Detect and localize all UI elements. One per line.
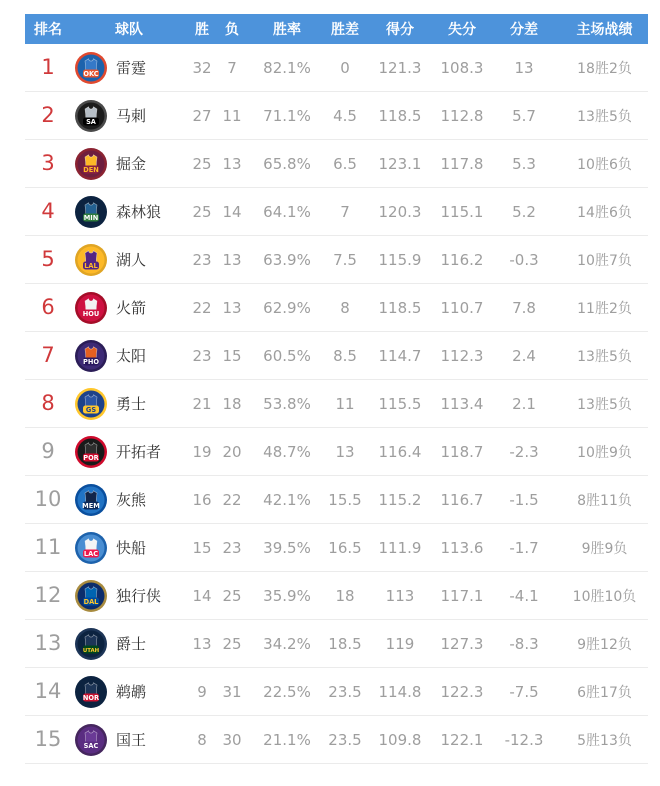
games-behind-value: 7.5 <box>333 250 357 269</box>
losses-value: 13 <box>222 250 242 269</box>
points-against-value: 116.2 <box>440 250 484 269</box>
rank-value: 1 <box>41 55 55 79</box>
team-cell <box>71 196 187 228</box>
team-cell <box>71 724 187 756</box>
point-diff-value: -4.1 <box>509 586 539 605</box>
points-for-value: 111.9 <box>378 538 422 557</box>
games-behind-value: 23.5 <box>328 682 362 701</box>
wins-value: 22 <box>192 298 212 317</box>
wins-value: 14 <box>192 586 212 605</box>
winrate-value: 34.2% <box>263 634 311 653</box>
games-behind-value: 4.5 <box>333 106 357 125</box>
points-for-value: 114.7 <box>378 346 422 365</box>
column-header-rank: 排名 <box>34 22 62 38</box>
home-record-value: 18胜2负 <box>577 60 632 77</box>
points-against-value: 122.1 <box>440 730 484 749</box>
wins-value: 19 <box>192 442 212 461</box>
team-name: 爵士 <box>116 635 147 653</box>
points-for-value: 118.5 <box>378 106 422 125</box>
svg-text:OKC: OKC <box>83 69 99 78</box>
losses-value: 20 <box>222 442 242 461</box>
svg-text:MEM: MEM <box>82 501 100 510</box>
svg-text:HOU: HOU <box>82 309 100 318</box>
home-record-value: 13胜5负 <box>577 396 632 413</box>
team-logo-icon <box>75 388 107 420</box>
team-cell <box>71 436 187 468</box>
team-cell <box>71 244 187 276</box>
team-cell <box>71 532 187 564</box>
team-cell <box>71 52 187 84</box>
home-record-value: 8胜11负 <box>577 492 632 509</box>
point-diff-value: -1.7 <box>509 538 539 557</box>
winrate-value: 48.7% <box>263 442 311 461</box>
team-name: 湖人 <box>116 251 147 269</box>
losses-value: 15 <box>222 346 242 365</box>
table-row[interactable] <box>25 716 648 764</box>
team-logo-icon <box>75 724 107 756</box>
losses-value: 14 <box>222 202 242 221</box>
team-logo-icon <box>75 436 107 468</box>
winrate-value: 39.5% <box>263 538 311 557</box>
winrate-value: 60.5% <box>263 346 311 365</box>
column-header-homerecord: 主场战绩 <box>576 22 633 38</box>
point-diff-value: 13 <box>514 58 534 77</box>
point-diff-value: -0.3 <box>509 250 539 269</box>
svg-text:SA: SA <box>86 117 96 126</box>
points-against-value: 127.3 <box>440 634 484 653</box>
points-for-value: 123.1 <box>378 154 422 173</box>
svg-text:SAC: SAC <box>83 741 99 750</box>
team-logo-icon <box>75 628 107 660</box>
team-logo-icon <box>75 196 107 228</box>
winrate-value: 62.9% <box>263 298 311 317</box>
points-against-value: 108.3 <box>440 58 484 77</box>
team-cell <box>71 388 187 420</box>
wins-value: 25 <box>192 154 212 173</box>
team-logo-icon <box>75 244 107 276</box>
games-behind-value: 13 <box>335 442 355 461</box>
losses-value: 18 <box>222 394 242 413</box>
points-for-value: 109.8 <box>378 730 422 749</box>
games-behind-value: 8 <box>340 298 350 317</box>
points-for-value: 120.3 <box>378 202 422 221</box>
point-diff-value: 2.1 <box>512 394 536 413</box>
wins-value: 23 <box>192 346 212 365</box>
losses-value: 23 <box>222 538 242 557</box>
svg-text:DAL: DAL <box>83 597 99 606</box>
standings-table <box>25 14 648 764</box>
point-diff-value: -8.3 <box>509 634 539 653</box>
games-behind-value: 11 <box>335 394 355 413</box>
rank-value: 13 <box>34 631 62 655</box>
home-record-value: 10胜9负 <box>577 444 632 461</box>
table-row[interactable] <box>25 140 648 188</box>
point-diff-value: -2.3 <box>509 442 539 461</box>
team-name: 鹈鹕 <box>116 683 147 701</box>
table-row[interactable] <box>25 332 648 380</box>
point-diff-value: 5.2 <box>512 202 536 221</box>
winrate-value: 63.9% <box>263 250 311 269</box>
table-row[interactable] <box>25 620 648 668</box>
point-diff-value: -7.5 <box>509 682 539 701</box>
rank-value: 3 <box>41 151 55 175</box>
team-cell <box>71 340 187 372</box>
points-against-value: 115.1 <box>440 202 484 221</box>
team-cell <box>71 484 187 516</box>
games-behind-value: 6.5 <box>333 154 357 173</box>
table-row[interactable] <box>25 44 648 92</box>
points-against-value: 118.7 <box>440 442 484 461</box>
points-against-value: 122.3 <box>440 682 484 701</box>
points-for-value: 114.8 <box>378 682 422 701</box>
home-record-value: 5胜13负 <box>577 732 632 749</box>
winrate-value: 65.8% <box>263 154 311 173</box>
svg-text:NOR: NOR <box>82 693 100 702</box>
rank-value: 10 <box>34 487 62 511</box>
wins-value: 8 <box>197 730 207 749</box>
winrate-value: 22.5% <box>263 682 311 701</box>
home-record-value: 13胜5负 <box>577 108 632 125</box>
home-record-value: 10胜7负 <box>577 252 632 269</box>
column-header-losses: 负 <box>225 22 239 38</box>
points-for-value: 115.9 <box>378 250 422 269</box>
point-diff-value: 5.3 <box>512 154 536 173</box>
column-header-gamesbehind: 胜差 <box>331 22 359 38</box>
rank-value: 14 <box>34 679 62 703</box>
team-logo-icon <box>75 100 107 132</box>
column-header-team: 球队 <box>115 22 143 38</box>
svg-text:GS: GS <box>85 405 97 414</box>
points-against-value: 113.6 <box>440 538 484 557</box>
home-record-value: 13胜5负 <box>577 348 632 365</box>
rank-value: 7 <box>41 343 55 367</box>
wins-value: 13 <box>192 634 212 653</box>
home-record-value: 9胜9负 <box>581 540 628 557</box>
svg-text:POR: POR <box>83 453 99 462</box>
table-row[interactable] <box>25 380 648 428</box>
points-for-value: 119 <box>385 634 415 653</box>
losses-value: 31 <box>222 682 242 701</box>
column-header-wins: 胜 <box>195 22 209 38</box>
team-name: 太阳 <box>116 347 147 365</box>
rank-value: 6 <box>41 295 55 319</box>
table-row[interactable] <box>25 92 648 140</box>
team-cell <box>71 676 187 708</box>
point-diff-value: 5.7 <box>512 106 536 125</box>
table-row[interactable] <box>25 572 648 620</box>
points-against-value: 113.4 <box>440 394 484 413</box>
winrate-value: 71.1% <box>263 106 311 125</box>
rank-value: 9 <box>41 439 55 463</box>
rank-value: 15 <box>34 727 62 751</box>
rank-value: 12 <box>34 583 62 607</box>
team-logo-icon <box>75 532 107 564</box>
rank-value: 2 <box>41 103 55 127</box>
table-row[interactable] <box>25 188 648 236</box>
points-against-value: 112.8 <box>440 106 484 125</box>
point-diff-value: -1.5 <box>509 490 539 509</box>
points-for-value: 113 <box>385 586 415 605</box>
column-header-pointsfor: 得分 <box>386 22 414 38</box>
team-name: 森林狼 <box>116 203 162 221</box>
points-against-value: 112.3 <box>440 346 484 365</box>
svg-text:UTAH: UTAH <box>82 647 100 654</box>
points-against-value: 116.7 <box>440 490 484 509</box>
column-header-winrate: 胜率 <box>273 22 301 38</box>
table-row[interactable] <box>25 236 648 284</box>
svg-text:MIN: MIN <box>83 213 99 222</box>
wins-value: 27 <box>192 106 212 125</box>
point-diff-value: 7.8 <box>512 298 536 317</box>
winrate-value: 21.1% <box>263 730 311 749</box>
losses-value: 30 <box>222 730 242 749</box>
home-record-value: 10胜6负 <box>577 156 632 173</box>
table-row[interactable] <box>25 524 648 572</box>
games-behind-value: 18 <box>335 586 355 605</box>
team-name: 雷霆 <box>116 59 147 77</box>
svg-text:DEN: DEN <box>83 165 99 174</box>
rank-value: 8 <box>41 391 55 415</box>
team-logo-icon <box>75 292 107 324</box>
winrate-value: 82.1% <box>263 58 311 77</box>
points-for-value: 115.2 <box>378 490 422 509</box>
losses-value: 25 <box>222 586 242 605</box>
home-record-value: 6胜17负 <box>577 684 632 701</box>
team-name: 马刺 <box>116 107 147 125</box>
losses-value: 25 <box>222 634 242 653</box>
losses-value: 22 <box>222 490 242 509</box>
winrate-value: 53.8% <box>263 394 311 413</box>
wins-value: 23 <box>192 250 212 269</box>
points-for-value: 116.4 <box>378 442 422 461</box>
team-name: 独行侠 <box>116 587 162 605</box>
wins-value: 32 <box>192 58 212 77</box>
games-behind-value: 0 <box>340 58 350 77</box>
home-record-value: 14胜6负 <box>577 204 632 221</box>
home-record-value: 9胜12负 <box>577 636 632 653</box>
team-cell <box>71 100 187 132</box>
losses-value: 11 <box>222 106 242 125</box>
team-logo-icon <box>75 340 107 372</box>
table-row[interactable] <box>25 284 648 332</box>
team-logo-icon <box>75 148 107 180</box>
column-header-pointdiff: 分差 <box>510 22 538 38</box>
svg-text:LAL: LAL <box>84 261 98 270</box>
winrate-value: 64.1% <box>263 202 311 221</box>
point-diff-value: -12.3 <box>504 730 544 749</box>
wins-value: 16 <box>192 490 212 509</box>
team-cell <box>71 148 187 180</box>
table-header <box>25 14 648 44</box>
games-behind-value: 18.5 <box>328 634 362 653</box>
rank-value: 5 <box>41 247 55 271</box>
games-behind-value: 7 <box>340 202 350 221</box>
team-name: 勇士 <box>116 395 147 413</box>
team-logo-icon <box>75 580 107 612</box>
team-cell <box>71 628 187 660</box>
team-name: 掘金 <box>116 155 147 173</box>
table-row[interactable] <box>25 476 648 524</box>
rank-value: 11 <box>34 535 62 559</box>
svg-text:LAC: LAC <box>83 549 99 558</box>
losses-value: 13 <box>222 154 242 173</box>
games-behind-value: 8.5 <box>333 346 357 365</box>
team-logo-icon <box>75 52 107 84</box>
points-for-value: 115.5 <box>378 394 422 413</box>
games-behind-value: 15.5 <box>328 490 362 509</box>
wins-value: 9 <box>197 682 207 701</box>
point-diff-value: 2.4 <box>512 346 536 365</box>
standings-body <box>25 44 648 764</box>
winrate-value: 42.1% <box>263 490 311 509</box>
games-behind-value: 23.5 <box>328 730 362 749</box>
table-row[interactable] <box>25 428 648 476</box>
svg-text:PHO: PHO <box>83 357 99 366</box>
team-name: 灰熊 <box>116 491 147 509</box>
home-record-value: 10胜10负 <box>572 588 637 605</box>
team-logo-icon <box>75 676 107 708</box>
team-logo-icon <box>75 484 107 516</box>
team-cell <box>71 580 187 612</box>
team-name: 开拓者 <box>116 443 162 461</box>
points-against-value: 117.1 <box>440 586 484 605</box>
games-behind-value: 16.5 <box>328 538 362 557</box>
points-against-value: 110.7 <box>440 298 484 317</box>
team-name: 国王 <box>116 731 147 749</box>
points-for-value: 121.3 <box>378 58 422 77</box>
wins-value: 25 <box>192 202 212 221</box>
team-name: 火箭 <box>116 299 147 317</box>
wins-value: 21 <box>192 394 212 413</box>
losses-value: 7 <box>227 58 237 77</box>
wins-value: 15 <box>192 538 212 557</box>
team-name: 快船 <box>116 539 147 557</box>
rank-value: 4 <box>41 199 55 223</box>
winrate-value: 35.9% <box>263 586 311 605</box>
home-record-value: 11胜2负 <box>577 300 632 317</box>
losses-value: 13 <box>222 298 242 317</box>
team-cell <box>71 292 187 324</box>
table-row[interactable] <box>25 668 648 716</box>
points-for-value: 118.5 <box>378 298 422 317</box>
points-against-value: 117.8 <box>440 154 484 173</box>
column-header-pointsagainst: 失分 <box>448 22 476 38</box>
